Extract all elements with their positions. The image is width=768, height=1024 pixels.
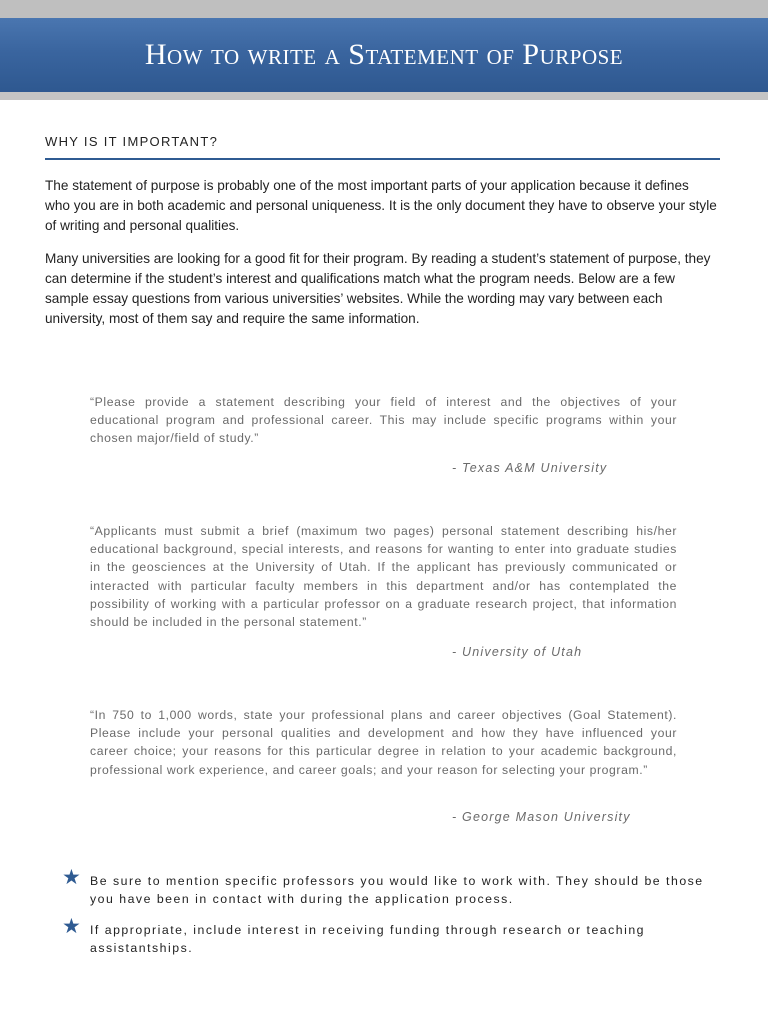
tip-text: If appropriate, include interest in receiving funding through research or teaching assistantships. — [90, 923, 646, 955]
quote-texas: “Please provide a statement describing your field of interest and the objectives of your educational program and professional career. This may include specific programs within your chosen major/field of study.” — [90, 395, 677, 446]
section-divider — [45, 158, 720, 160]
star-icon: ★ — [62, 915, 81, 938]
quote-source-george-mason: - George Mason University — [452, 810, 631, 824]
banner-bottom-strip — [0, 92, 768, 100]
top-border-strip — [0, 0, 768, 18]
tip-text: Be sure to mention specific professors you would like to work with. They should be those you have been in contact with during the application process. — [90, 874, 704, 906]
title-banner — [0, 18, 768, 92]
quote-george-mason: “In 750 to 1,000 words, state your professional plans and career objectives (Goal Statement). Please include your personal qualities and development and how they have influenced your career choice; your reasons for this particular degree in relation to your academic background, professional work experience, and career goals; and your reason for selecting your program.” — [90, 708, 677, 777]
quote-source-utah: - University of Utah — [452, 645, 583, 659]
section-heading: WHY IS IT IMPORTANT? — [45, 134, 219, 149]
context-paragraph: Many universities are looking for a good fit for their program. By reading a student’s statement of purpose, they can determine if the student’s interest and qualifications match what the program needs. Below are a few sample essay questions from various universities’ websites. While the wording may vary between each university, most of them say and require the same information. — [45, 251, 711, 326]
quote-source-texas: - Texas A&M University — [452, 461, 608, 475]
page-title: How to write a Statement of Purpose — [144, 38, 624, 71]
quote-utah: “Applicants must submit a brief (maximum two pages) personal statement describing his/her educational background, special interests, and reasons for wanting to enter into graduate studies in the geosciences at the University of Utah. If the applicant has previously communicated or interacted with particular faculty members in this department and/or has contemplated the possibility of working with a particular professor on a graduate research project, that information should be included in the personal statement.” — [90, 524, 677, 630]
star-icon: ★ — [62, 866, 81, 889]
intro-paragraph: The statement of purpose is probably one of the most important parts of your application because it defines who you are in both academic and personal uniqueness. It is the only document they have to observe your style of writing and personal qualities. — [45, 178, 717, 233]
